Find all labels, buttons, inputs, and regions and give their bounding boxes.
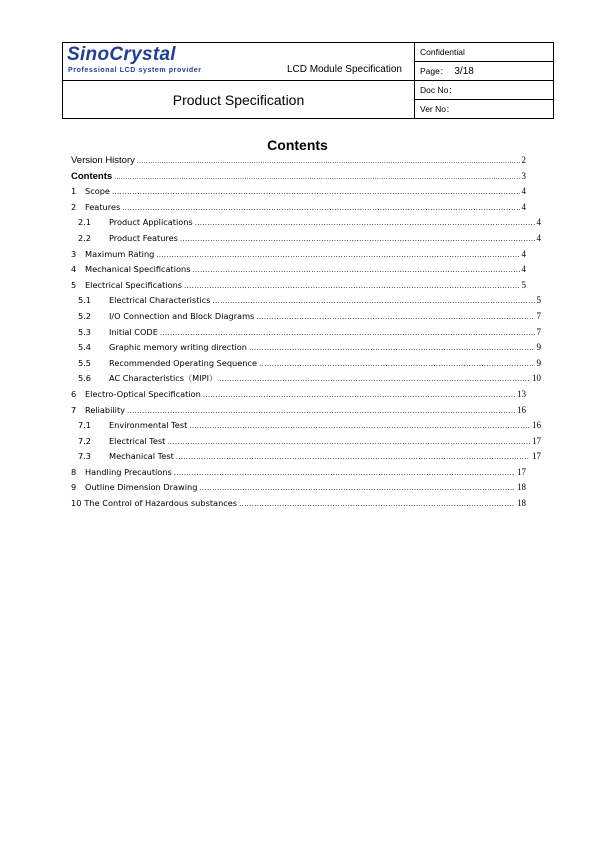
toc-entry-label: AC Characteristics（MIPI） bbox=[109, 373, 218, 384]
toc-entry-page: 18 bbox=[517, 498, 526, 509]
toc-entry[interactable] bbox=[71, 264, 526, 280]
toc-dot-leader bbox=[174, 467, 515, 477]
toc-entry-label: Product Applications bbox=[109, 217, 193, 228]
toc-entry[interactable] bbox=[71, 155, 526, 171]
toc-entry-page: 4 bbox=[536, 232, 541, 243]
toc-dot-leader bbox=[219, 373, 530, 383]
toc-entry-number: 7.3 bbox=[78, 451, 92, 462]
toc-entry-page: 4 bbox=[521, 248, 526, 259]
toc-entry-number: 6 bbox=[71, 388, 77, 399]
toc-dot-leader bbox=[259, 358, 534, 368]
toc-entry[interactable] bbox=[71, 311, 541, 327]
toc-entry[interactable] bbox=[71, 217, 541, 233]
toc-entry-page: 17 bbox=[517, 466, 526, 477]
confidential-label: Confidential bbox=[415, 43, 554, 62]
toc-entry-label: Electro-Optical Specification bbox=[85, 388, 201, 399]
toc-entry-label: Initial CODE bbox=[109, 326, 158, 337]
toc-entry[interactable] bbox=[71, 171, 526, 187]
toc-entry-number: 2.2 bbox=[78, 232, 92, 243]
toc-entry-label: Mechanical Test bbox=[109, 451, 174, 462]
toc-entry-page: 9 bbox=[536, 357, 541, 368]
toc-dot-leader bbox=[156, 249, 519, 259]
toc-entry-label: Graphic memory writing direction bbox=[109, 342, 247, 353]
toc-entry-page: 5 bbox=[521, 279, 526, 290]
toc-entry-label: Features bbox=[85, 201, 121, 212]
toc-dot-leader bbox=[256, 311, 534, 321]
toc-dot-leader bbox=[127, 405, 515, 415]
contents-heading: Contents bbox=[267, 137, 328, 153]
toc-dot-leader bbox=[184, 280, 519, 290]
toc-entry-label: Mechanical Specifications bbox=[85, 264, 191, 275]
toc-entry-label: Product Features bbox=[109, 232, 178, 243]
toc-entry-page: 2 bbox=[521, 155, 526, 165]
toc-entry-number: 5.5 bbox=[78, 357, 92, 368]
toc-entry-page: 4 bbox=[536, 217, 541, 228]
toc-entry-label: Handling Precautions bbox=[85, 466, 172, 477]
toc-entry[interactable] bbox=[71, 233, 541, 249]
toc-entry-page: 7 bbox=[536, 326, 541, 337]
document-type: LCD Module Specification bbox=[286, 64, 402, 75]
toc-entry-label: Reliability bbox=[85, 404, 126, 415]
toc-entry-label: Recommended Operating Sequence bbox=[109, 357, 258, 368]
toc-entry[interactable] bbox=[71, 327, 541, 343]
toc-entry-number: 5.4 bbox=[78, 342, 92, 353]
toc-entry-number: 1 bbox=[71, 186, 77, 197]
toc-entry-page: 5 bbox=[536, 295, 541, 306]
page-value: 3/18 bbox=[454, 66, 474, 77]
toc-entry-label: Scope bbox=[85, 186, 110, 197]
toc-entry[interactable] bbox=[71, 389, 526, 405]
toc-entry-number: 7.1 bbox=[78, 420, 92, 431]
toc-dot-leader bbox=[114, 171, 519, 182]
company-logo: SinoCrystal bbox=[67, 44, 176, 65]
toc-entry[interactable] bbox=[71, 451, 541, 467]
toc-entry[interactable] bbox=[71, 249, 526, 265]
toc-entry-page: 16 bbox=[532, 420, 541, 431]
toc-dot-leader bbox=[195, 217, 535, 227]
toc-entry-page: 7 bbox=[536, 310, 541, 321]
toc-entry-page: 18 bbox=[517, 482, 526, 493]
toc-entry-page: 16 bbox=[517, 404, 526, 415]
toc-dot-leader bbox=[112, 186, 520, 196]
toc-entry-number: 2.1 bbox=[78, 217, 92, 228]
ver-no-label: Ver No： bbox=[415, 100, 554, 119]
toc-entry-label: Electrical Characteristics bbox=[109, 295, 211, 306]
toc-entry-page: 4 bbox=[521, 264, 526, 275]
toc-entry[interactable] bbox=[71, 342, 541, 358]
toc-entry-number: 5.3 bbox=[78, 326, 92, 337]
doc-no-label: Doc No： bbox=[415, 81, 554, 100]
header-table bbox=[62, 42, 554, 119]
toc-entry[interactable] bbox=[71, 202, 526, 218]
toc-entry[interactable] bbox=[71, 482, 526, 498]
toc-entry[interactable] bbox=[71, 186, 526, 202]
toc-entry-number: 10 bbox=[71, 498, 82, 509]
toc-entry-page: 17 bbox=[532, 451, 541, 462]
page-label: Page： bbox=[420, 66, 449, 76]
toc-entry-label: The Control of Hazardous substances bbox=[84, 498, 238, 509]
logo-cell bbox=[63, 43, 415, 81]
toc-dot-leader bbox=[249, 342, 535, 352]
toc-entry-page: 17 bbox=[532, 435, 541, 446]
toc-entry[interactable] bbox=[71, 436, 541, 452]
toc-dot-leader bbox=[199, 482, 515, 492]
toc-entry[interactable] bbox=[71, 280, 526, 296]
toc-entry-number: 7.2 bbox=[78, 435, 92, 446]
toc-entry-label: Electrical Test bbox=[109, 435, 166, 446]
toc-entry[interactable] bbox=[71, 498, 526, 514]
toc-entry[interactable] bbox=[71, 420, 541, 436]
toc-entry-number: 5.2 bbox=[78, 310, 92, 321]
toc-dot-leader bbox=[203, 389, 515, 399]
toc-entry-number: 7 bbox=[71, 404, 77, 415]
toc-dot-leader bbox=[160, 327, 535, 337]
toc-entry-number: 8 bbox=[71, 466, 77, 477]
toc-entry-label: Electrical Specifications bbox=[85, 279, 183, 290]
toc-entry-page: 4 bbox=[521, 186, 526, 197]
toc-entry[interactable] bbox=[71, 358, 541, 374]
table-of-contents bbox=[71, 155, 541, 514]
toc-entry-number: 5.1 bbox=[78, 295, 92, 306]
toc-entry-page: 13 bbox=[517, 388, 526, 399]
toc-entry[interactable] bbox=[71, 467, 526, 483]
toc-entry-number: 9 bbox=[71, 482, 77, 493]
toc-dot-leader bbox=[167, 436, 530, 446]
company-tagline: Professional LCD system provider bbox=[68, 67, 202, 74]
toc-dot-leader bbox=[137, 155, 520, 166]
toc-entry-number: 3 bbox=[71, 248, 77, 259]
toc-dot-leader bbox=[176, 451, 530, 461]
page-number-cell bbox=[415, 62, 554, 81]
toc-entry-number: 5 bbox=[71, 279, 77, 290]
toc-entry-number: 2 bbox=[71, 201, 77, 212]
toc-entry-page: 9 bbox=[536, 342, 541, 353]
toc-entry-page: 3 bbox=[521, 170, 526, 181]
toc-entry-label: Environmental Test bbox=[109, 420, 188, 431]
toc-dot-leader bbox=[122, 202, 519, 212]
toc-entry-label: Outline Dimension Drawing bbox=[85, 482, 198, 493]
toc-entry-label: Version History bbox=[71, 155, 135, 166]
toc-entry-number: 4 bbox=[71, 264, 77, 275]
toc-dot-leader bbox=[189, 420, 530, 430]
toc-dot-leader bbox=[193, 264, 520, 274]
toc-entry-number: 5.6 bbox=[78, 373, 92, 384]
toc-entry-page: 10 bbox=[532, 373, 541, 384]
toc-entry[interactable] bbox=[71, 295, 541, 311]
toc-entry-page: 4 bbox=[521, 201, 526, 212]
toc-dot-leader bbox=[180, 233, 535, 243]
toc-entry-label: Maximum Rating bbox=[85, 248, 155, 259]
product-specification-title: Product Specification bbox=[63, 81, 415, 119]
toc-entry[interactable] bbox=[71, 405, 526, 421]
toc-entry-label: I/O Connection and Block Diagrams bbox=[109, 310, 255, 321]
toc-entry[interactable] bbox=[71, 373, 541, 389]
toc-entry-label: Contents bbox=[71, 170, 113, 182]
toc-dot-leader bbox=[212, 295, 534, 305]
toc-dot-leader bbox=[239, 498, 515, 508]
